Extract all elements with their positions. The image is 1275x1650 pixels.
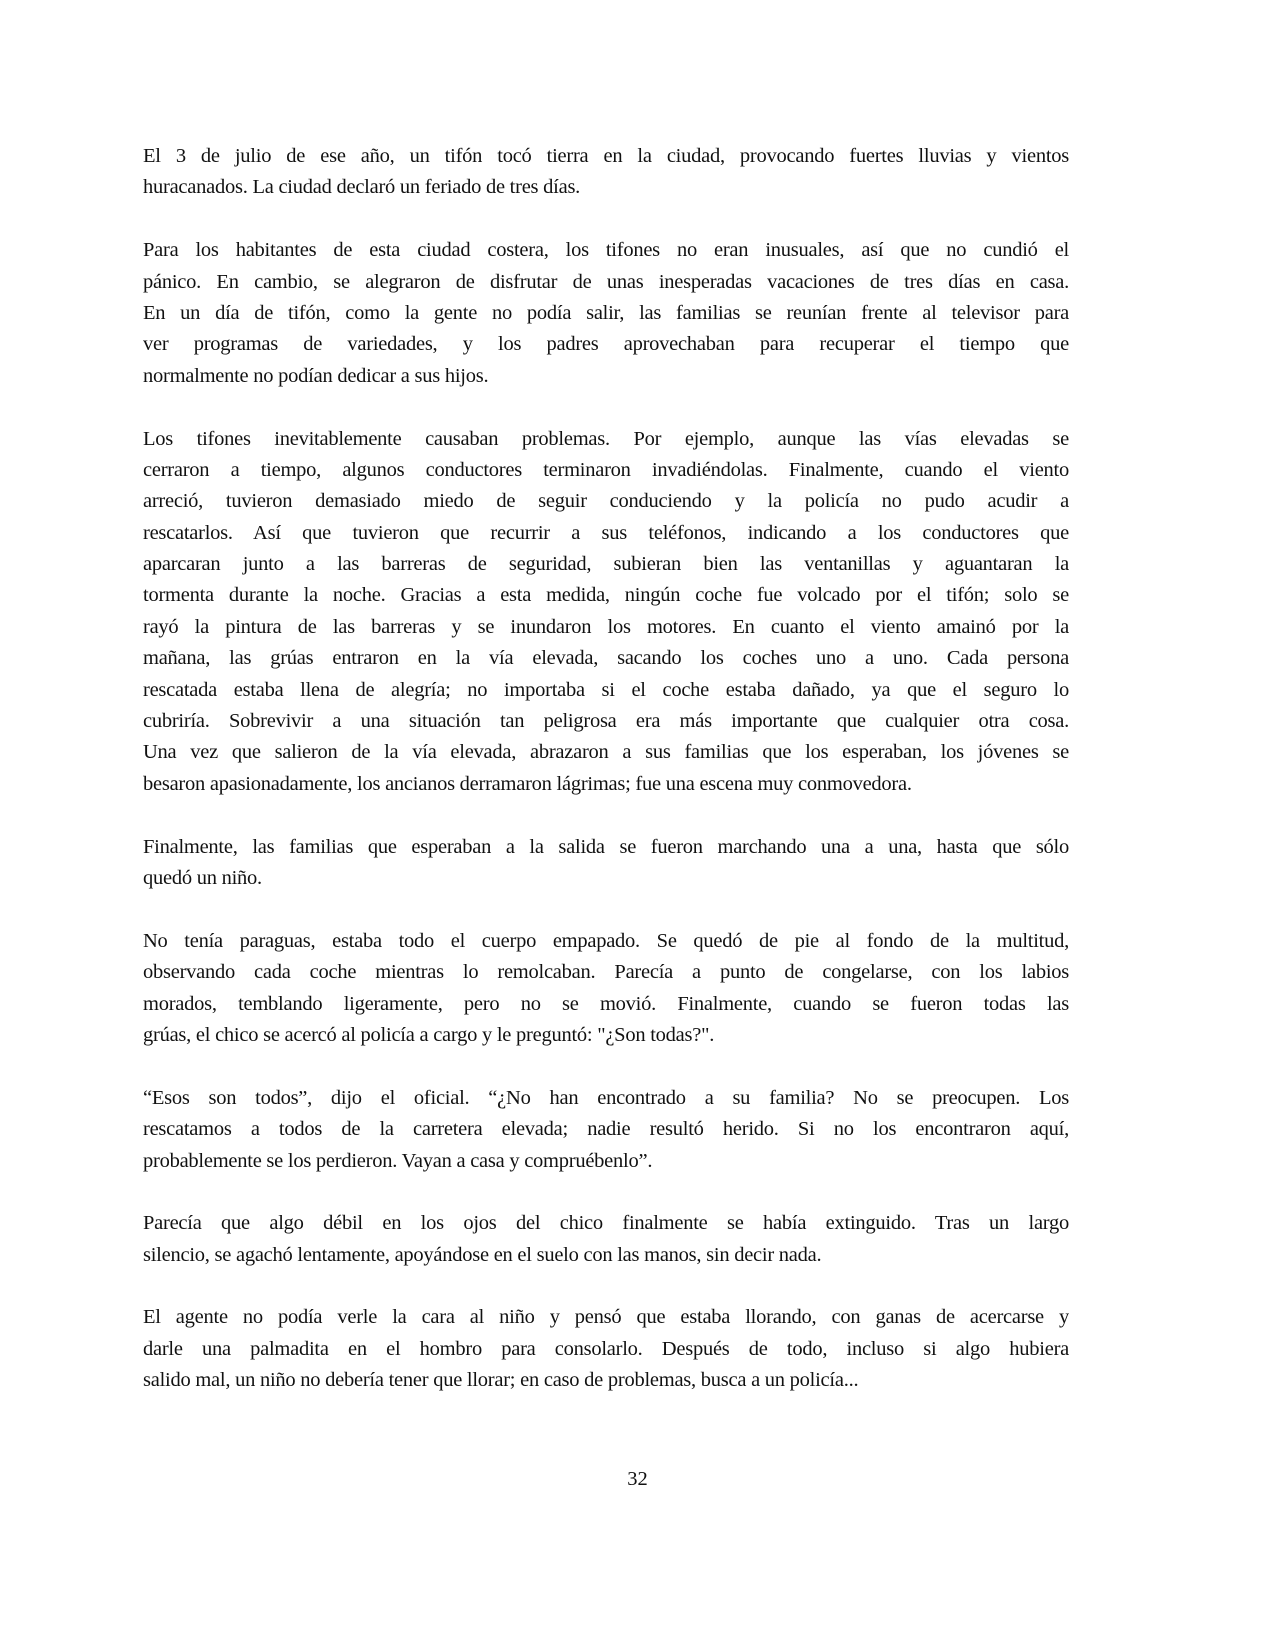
paragraph [143, 1302, 1069, 1396]
text-line: Una vez que salieron de la vía elevada, abrazaron a sus familias que los esperaban, los jóvenes se [143, 741, 1069, 764]
paragraph [143, 424, 1069, 801]
text-line: Finalmente, las familias que esperaban a la salida se fueron marchando una a una, hasta que sólo [143, 835, 1069, 858]
text-line: probablemente se los perdieron. Vayan a casa y compruébenlo”. [143, 1149, 653, 1172]
text-line: Los tifones inevitablemente causaban problemas. Por ejemplo, aunque las vías elevadas se [143, 427, 1069, 450]
paragraph [143, 141, 1069, 204]
text-line: rayó la pintura de las barreras y se inundaron los motores. En cuanto el viento amainó por la [143, 615, 1069, 638]
text-line: mañana, las grúas entraron en la vía elevada, sacando los coches uno a uno. Cada persona [143, 647, 1069, 670]
text-line: observando cada coche mientras lo remolcaban. Parecía a punto de congelarse, con los labios [143, 961, 1069, 984]
text-line: cubriría. Sobrevivir a una situación tan peligrosa era más importante que cualquier otra cosa. [143, 710, 1069, 733]
text-line: rescatarlos. Así que tuvieron que recurrir a sus teléfonos, indicando a los conductores que [143, 521, 1069, 544]
text-line: morados, temblando ligeramente, pero no se movió. Finalmente, cuando se fueron todas las [143, 992, 1069, 1015]
text-line: ver programas de variedades, y los padres aprovechaban para recuperar el tiempo que [143, 333, 1069, 356]
paragraph [143, 1083, 1069, 1177]
text-line: No tenía paraguas, estaba todo el cuerpo empapado. Se quedó de pie al fondo de la multitud, [143, 929, 1069, 952]
paragraph [143, 1208, 1069, 1271]
text-line: En un día de tifón, como la gente no podía salir, las familias se reunían frente al televisor para [143, 301, 1069, 324]
text-line: El agente no podía verle la cara al niño y pensó que estaba llorando, con ganas de acercarse y [143, 1306, 1069, 1329]
text-line: cerraron a tiempo, algunos conductores terminaron invadiéndolas. Finalmente, cuando el viento [143, 458, 1069, 481]
text-line: salido mal, un niño no debería tener que llorar; en caso de problemas, busca a un policía... [143, 1369, 859, 1392]
text-line: besaron apasionadamente, los ancianos derramaron lágrimas; fue una escena muy conmovedora. [143, 772, 912, 795]
text-line: quedó un niño. [143, 866, 262, 889]
page-number: 32 [627, 1468, 648, 1490]
paragraph [143, 832, 1069, 895]
text-line: silencio, se agachó lentamente, apoyándose en el suelo con las manos, sin decir nada. [143, 1243, 822, 1266]
text-line: normalmente no podían dedicar a sus hijos. [143, 364, 489, 387]
text-line: huracanados. La ciudad declaró un feriado de tres días. [143, 176, 581, 199]
text-line: El 3 de julio de ese año, un tifón tocó tierra en la ciudad, provocando fuertes lluvias y vientos [143, 145, 1069, 167]
text-line: darle una palmadita en el hombro para consolarlo. Después de todo, incluso si algo hubiera [143, 1337, 1069, 1360]
text-line: aparcaran junto a las barreras de seguridad, subieran bien las ventanillas y aguantaran la [143, 553, 1069, 576]
paragraph [143, 926, 1069, 1052]
text-line: rescatamos a todos de la carretera elevada; nadie resultó herido. Si no los encontraron aquí, [143, 1118, 1069, 1141]
text-line: Parecía que algo débil en los ojos del chico finalmente se había extinguido. Tras un largo [143, 1212, 1069, 1235]
text-line: arreció, tuvieron demasiado miedo de seguir conduciendo y la policía no pudo acudir a [143, 490, 1069, 513]
text-line: rescatada estaba llena de alegría; no importaba si el coche estaba dañado, ya que el seguro lo [143, 678, 1069, 701]
body-text [143, 141, 1069, 1428]
text-line: “Esos son todos”, dijo el oficial. “¿No han encontrado a su familia? No se preocupen. Los [143, 1086, 1069, 1109]
text-line: pánico. En cambio, se alegraron de disfrutar de unas inesperadas vacaciones de tres días en casa. [143, 270, 1069, 293]
text-line: Para los habitantes de esta ciudad costera, los tifones no eran inusuales, así que no cundió el [143, 239, 1069, 262]
text-line: grúas, el chico se acercó al policía a cargo y le preguntó: "¿Son todas?". [143, 1023, 715, 1046]
text-line: tormenta durante la noche. Gracias a esta medida, ningún coche fue volcado por el tifón; solo se [143, 584, 1069, 607]
paragraph [143, 235, 1069, 392]
